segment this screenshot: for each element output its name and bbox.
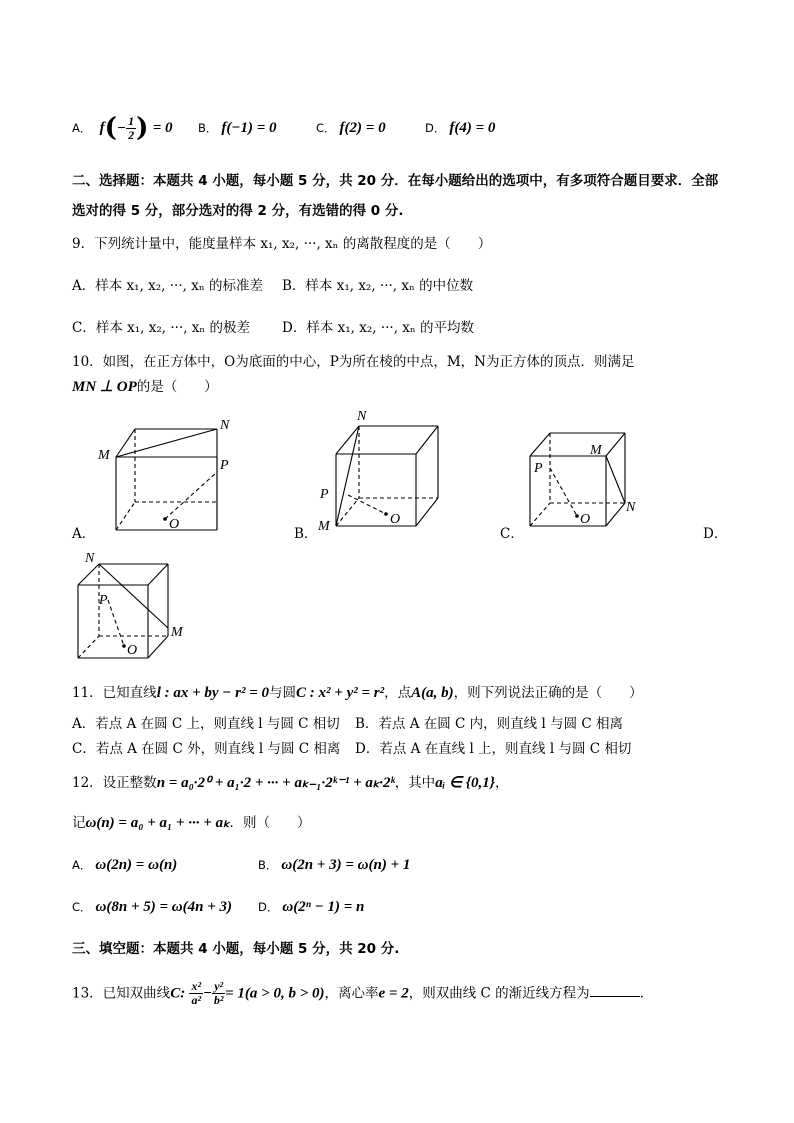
- paren-open: (: [104, 113, 117, 143]
- q11-stem-pre: 11．已知直线: [72, 685, 157, 701]
- q8-option-b-expr: f(−1) = 0: [221, 120, 277, 136]
- q9-option-b[interactable]: B．样本 x₁, x₂, ···, xₙ 的中位数: [282, 278, 474, 294]
- q12-line2-post: ．则（ ）: [229, 815, 311, 831]
- q10-label-c[interactable]: C．: [500, 526, 524, 542]
- point-m-label: M: [590, 443, 602, 458]
- section2-title: 二、选择题：本题共 4 小题，每小题 5 分，共 20 分．在每小题给出的选项中，有多项符合题目要求．全部: [72, 173, 719, 189]
- q12-option-a[interactable]: [72, 856, 177, 874]
- q8-option-b[interactable]: [198, 119, 277, 137]
- q12-stem-mid: ，其中: [394, 775, 436, 791]
- q8-option-c[interactable]: [316, 119, 386, 137]
- q8-option-a-fraction: $\frac{1}{2}$: [128, 113, 135, 143]
- point-p-label: P: [534, 461, 543, 476]
- q11-option-b[interactable]: B．若点 A 在圆 C 内，则直线 l 与圆 C 相离: [355, 716, 623, 732]
- q12-option-d-label: D．: [258, 900, 279, 914]
- q12-option-c-expr: ω(8n + 5) = ω(4n + 3): [95, 899, 233, 915]
- q13-eq-expr: = 1(a > 0, b > 0): [225, 985, 325, 1002]
- q12-option-b-expr: ω(2n + 3) = ω(n) + 1: [281, 857, 411, 873]
- q9-option-a[interactable]: A．样本 x₁, x₂, ···, xₙ 的标准差: [72, 278, 263, 294]
- q10-stem-cont-text: 的是（ ）: [136, 379, 218, 395]
- q12-option-b-label: B．: [258, 858, 278, 872]
- point-o-label: O: [169, 517, 180, 532]
- section2-title-cont: 选对的得 5 分，部分选对的得 2 分，有选错的得 0 分.: [72, 203, 404, 219]
- q8-option-a-label: A．: [72, 121, 92, 136]
- q13-e-expr: e = 2: [378, 985, 409, 1002]
- q12-omega-expr: ω(n) = a₀ + a₁ + ··· + aₖ: [85, 815, 230, 831]
- q8-option-d-expr: f(4) = 0: [449, 120, 496, 136]
- q10-label-d[interactable]: D．: [703, 526, 728, 542]
- q10-stem: 10．如图，在正方体中，O为底面的中心，P为所在棱的中点，M，N为正方体的顶点．则满足: [72, 354, 635, 370]
- q10-stem-cont: [72, 378, 218, 396]
- minus-sign: −: [116, 120, 127, 137]
- q8-option-d-label: D．: [425, 121, 446, 135]
- q8-option-a-eq: = 0: [152, 120, 173, 137]
- q8-option-b-label: B．: [198, 121, 218, 135]
- q13-stem-pre: 13．已知双曲线: [72, 985, 171, 1002]
- q10-figure-c: [520, 420, 650, 535]
- q10-condition-expr: MN ⊥ OP: [72, 379, 137, 395]
- q11-stem-mid2: ，点: [384, 685, 412, 701]
- q12-stem-end: ，: [495, 775, 509, 791]
- q11-stem-post: ，则下列说法正确的是（ ）: [453, 685, 643, 701]
- q13-stem-end: .: [639, 985, 644, 1002]
- q10-figure-b: [312, 404, 452, 539]
- q13-stem-post: ，则双曲线 C 的渐近线方程为: [408, 985, 590, 1002]
- point-p-label: P: [220, 458, 229, 473]
- q13-answer-blank[interactable]: [590, 984, 640, 997]
- q11-stem-mid: 与圆: [269, 685, 297, 701]
- q13-minus: −: [203, 985, 213, 1002]
- q10-figure-a: [90, 412, 240, 542]
- q12-n-expr: n = a₀·2⁰ + a₁·2 + ··· + aₖ₋₁·2ᵏ⁻¹ + aₖ·2ᵏ: [156, 775, 395, 791]
- q9-option-d[interactable]: D．样本 x₁, x₂, ···, xₙ 的平均数: [282, 320, 475, 336]
- q12-option-a-expr: ω(2n) = ω(n): [95, 857, 178, 873]
- q13-c-label: C:: [170, 985, 186, 1002]
- q8-option-d[interactable]: [425, 119, 495, 137]
- point-n-label: N: [357, 409, 367, 424]
- point-m-label: M: [98, 448, 110, 463]
- q11-option-c[interactable]: C．若点 A 在圆 C 外，则直线 l 与圆 C 相离: [72, 741, 341, 757]
- point-n-label: N: [220, 418, 230, 433]
- q12-ai-expr: aᵢ ∈ {0,1}: [435, 775, 495, 791]
- paren-close: ): [136, 113, 149, 143]
- q9-option-c[interactable]: C．样本 x₁, x₂, ···, xₙ 的极差: [72, 320, 251, 336]
- q8-option-c-label: C．: [316, 121, 336, 135]
- q12-option-c-label: C．: [72, 900, 92, 914]
- point-m-label: M: [318, 519, 330, 534]
- q11-point-expr: A(a, b): [411, 685, 454, 701]
- q10-label-b[interactable]: B．: [294, 526, 318, 542]
- q12-option-c[interactable]: [72, 898, 232, 916]
- q13-fraction-y: $\frac{\text{y²}}{\text{b²}}$: [213, 979, 224, 1008]
- q12-stem-pre: 12．设正整数: [72, 775, 157, 791]
- q12-option-b[interactable]: [258, 856, 410, 874]
- q12-option-a-label: A．: [72, 858, 92, 872]
- q11-stem: [72, 684, 643, 702]
- point-n-label: N: [626, 500, 636, 515]
- q8-option-c-expr: f(2) = 0: [339, 120, 386, 136]
- q11-option-d[interactable]: D．若点 A 在直线 l 上，则直线 l 与圆 C 相切: [355, 741, 632, 757]
- q11-line-expr: l : ax + by − r² = 0: [156, 685, 270, 701]
- point-o-label: O: [390, 512, 401, 527]
- q9-stem: 9．下列统计量中，能度量样本 x₁, x₂, ···, xₙ 的离散程度的是（ ）: [72, 236, 492, 252]
- q12-stem-line2: [72, 814, 310, 832]
- q12-stem: [72, 774, 509, 792]
- q11-circle-expr: C : x² + y² = r²: [296, 685, 385, 701]
- point-m-label: M: [171, 625, 183, 640]
- point-o-label: O: [127, 643, 138, 658]
- q12-option-d[interactable]: [258, 898, 364, 916]
- q8-option-a[interactable]: [72, 113, 173, 144]
- section3-title: 三、填空题：本题共 4 小题，每小题 5 分，共 20 分.: [72, 941, 400, 957]
- q13-stem-mid: ，离心率: [324, 985, 379, 1002]
- q12-option-d-expr: ω(2ⁿ − 1) = n: [282, 899, 365, 915]
- q11-option-a[interactable]: A．若点 A 在圆 C 上，则直线 l 与圆 C 相切: [72, 716, 340, 732]
- point-o-label: O: [580, 512, 591, 527]
- point-p-label: P: [99, 593, 108, 608]
- q10-label-a[interactable]: A．: [72, 526, 96, 542]
- q10-figure-d: [72, 548, 202, 663]
- point-p-label: P: [320, 487, 329, 502]
- q13-stem: [72, 980, 644, 1007]
- q13-fraction-x: $\frac{\text{x²}}{\text{a²}}$: [191, 979, 202, 1008]
- point-n-label: N: [85, 551, 95, 566]
- q12-line2-pre: 记: [72, 815, 86, 831]
- q8-option-a-f: f: [99, 120, 105, 137]
